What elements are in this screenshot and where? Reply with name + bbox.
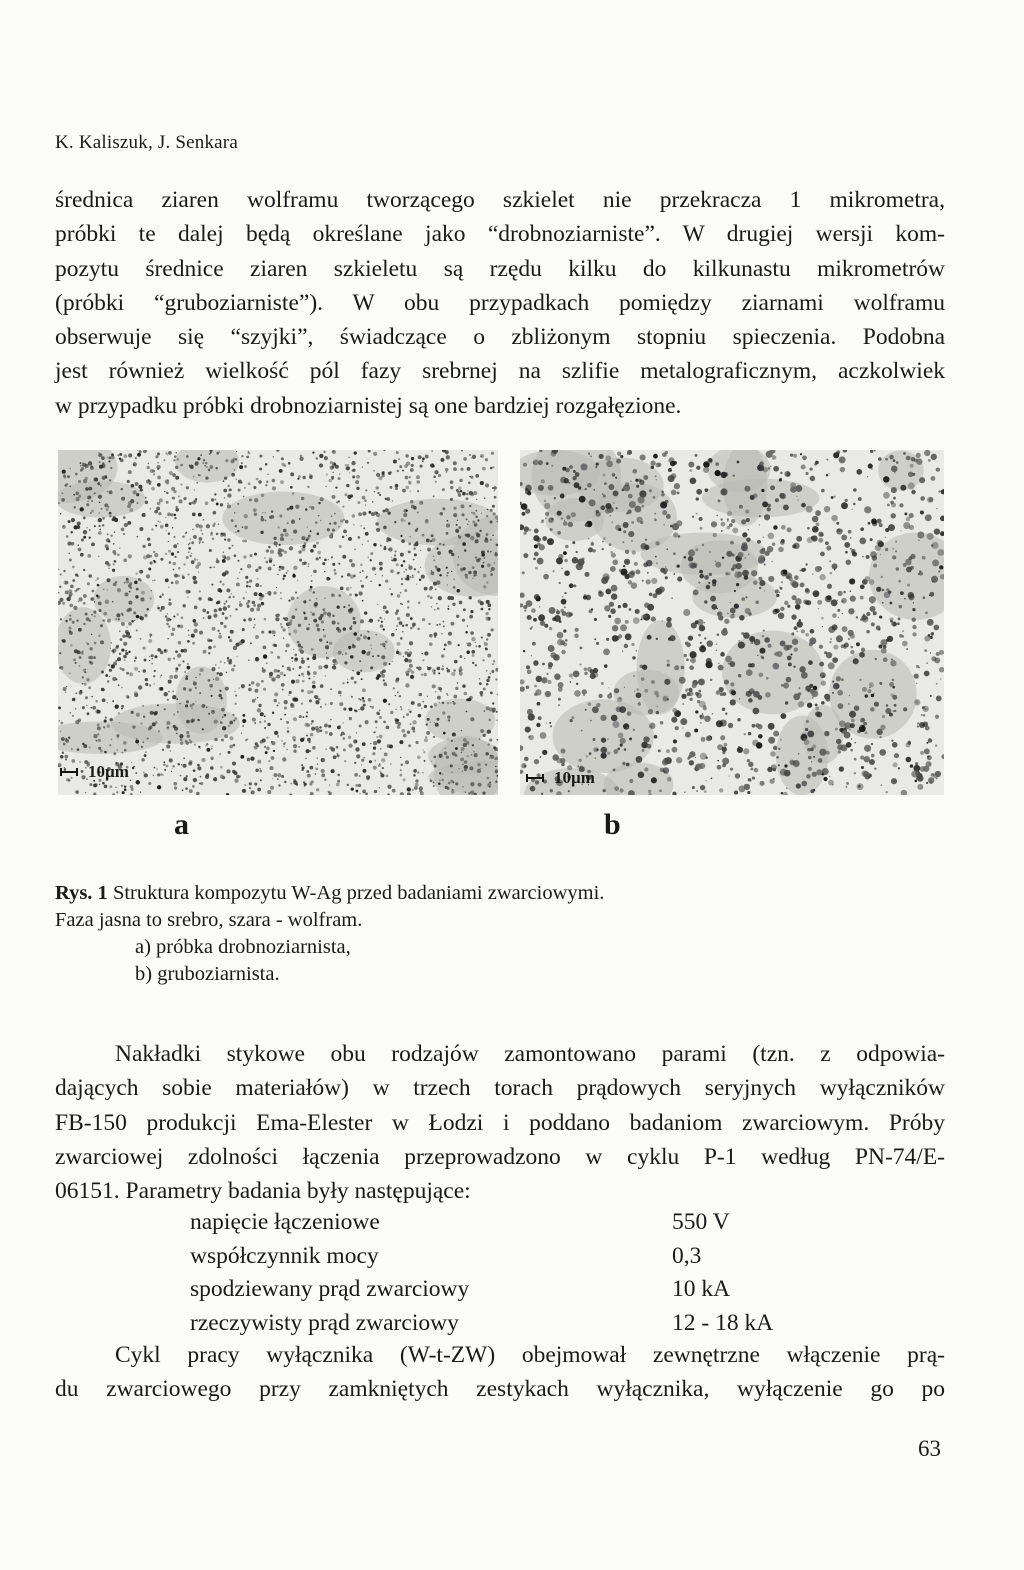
caption-item-a: a) próbka drobnoziarnista,: [135, 936, 351, 958]
parameter-value: 10 kA: [672, 1276, 731, 1302]
text-line: obserwuje się “szyjki”, świadczące o zbliżonym stopniu spieczenia. Podobna: [55, 324, 945, 351]
parameter-value: 12 - 18 kA: [672, 1309, 774, 1336]
text-line: pozytu średnice ziaren szkieletu są rzędu kilku do kilkunastu mikrometrów: [55, 255, 945, 282]
scale-bar-a-label: 10µm: [88, 762, 129, 781]
text-line: jest również wielkość pól fazy srebrnej na szlifie metalograficznym, aczkolwiek: [55, 358, 945, 385]
parameter-name: współczynnik mocy: [190, 1242, 379, 1269]
parameter-value: 550 V: [672, 1209, 730, 1235]
text-line: Cykl pracy wyłącznika (W-t-ZW) obejmował zewnętrzne włączenie prą-: [115, 1342, 945, 1368]
micrograph-a: [58, 450, 498, 795]
parameter-row: [190, 1206, 773, 1240]
parameter-name: rzeczywisty prąd zwarciowy: [190, 1309, 459, 1336]
scale-bar-a: [60, 762, 129, 782]
micrograph-a-image: [58, 450, 498, 795]
text-line: w przypadku próbki drobnoziarnistej są one bardziej rozgałęzione.: [55, 392, 682, 419]
figure-caption: [55, 880, 604, 988]
parameter-name: spodziewany prąd zwarciowy: [190, 1276, 470, 1302]
parameter-row: [190, 1273, 773, 1307]
paragraph-3: [55, 1338, 945, 1407]
text-line: 06151. Parametry badania były następujące:: [55, 1178, 471, 1205]
parameters-table: [190, 1206, 773, 1340]
micrograph-b: [520, 450, 944, 795]
page-number: 63: [918, 1436, 941, 1461]
paragraph-1: [55, 183, 945, 423]
text-line: dających sobie materiałów) w trzech torach prądowych seryjnych wyłączników: [55, 1075, 945, 1102]
caption-line-1: Rys. 1 Struktura kompozytu W-Ag przed badaniami zwarciowymi.: [55, 882, 605, 904]
text-line: zwarciowej zdolności łączenia przeprowadzono w cyklu P-1 według PN-74/E-: [55, 1143, 945, 1170]
parameter-row: [190, 1307, 773, 1341]
caption-prefix: Rys. 1: [55, 882, 108, 904]
scale-bar-b: [526, 768, 595, 788]
running-header: K. Kaliszuk, J. Senkara: [55, 132, 238, 153]
scale-bar-icon: [526, 774, 544, 782]
text-line: FB-150 produkcji Ema-Elester w Łodzi i poddano badaniom zwarciowym. Próby: [55, 1109, 945, 1136]
text-line: średnica ziaren wolframu tworzącego szkielet nie przekracza 1 mikrometra,: [55, 187, 945, 213]
text-line: du zwarciowego przy zamkniętych zestykach wyłącznika, wyłączenie go po: [55, 1376, 945, 1403]
micrograph-b-image: [520, 450, 944, 795]
panel-label-a: a: [174, 808, 189, 841]
scale-bar-b-label: 10µm: [554, 768, 595, 787]
caption-item-b: b) gruboziarnista.: [135, 963, 280, 985]
parameter-row: [190, 1240, 773, 1274]
panel-label-b: b: [604, 808, 621, 841]
parameter-name: napięcie łączeniowe: [190, 1209, 380, 1235]
parameter-value: 0,3: [672, 1242, 702, 1269]
text-line: (próbki “gruboziarniste”). W obu przypadkach pomiędzy ziarnami wolframu: [55, 289, 945, 316]
scale-bar-icon: [60, 768, 78, 776]
text-line: próbki te dalej będą określane jako “drobnoziarniste”. W drugiej wersji kom-: [55, 221, 945, 248]
text-line: Nakładki stykowe obu rodzajów zamontowano parami (tzn. z odpowia-: [115, 1041, 945, 1067]
paragraph-2: [55, 1037, 945, 1208]
caption-line-2: Faza jasna to srebro, szara - wolfram.: [55, 909, 363, 931]
